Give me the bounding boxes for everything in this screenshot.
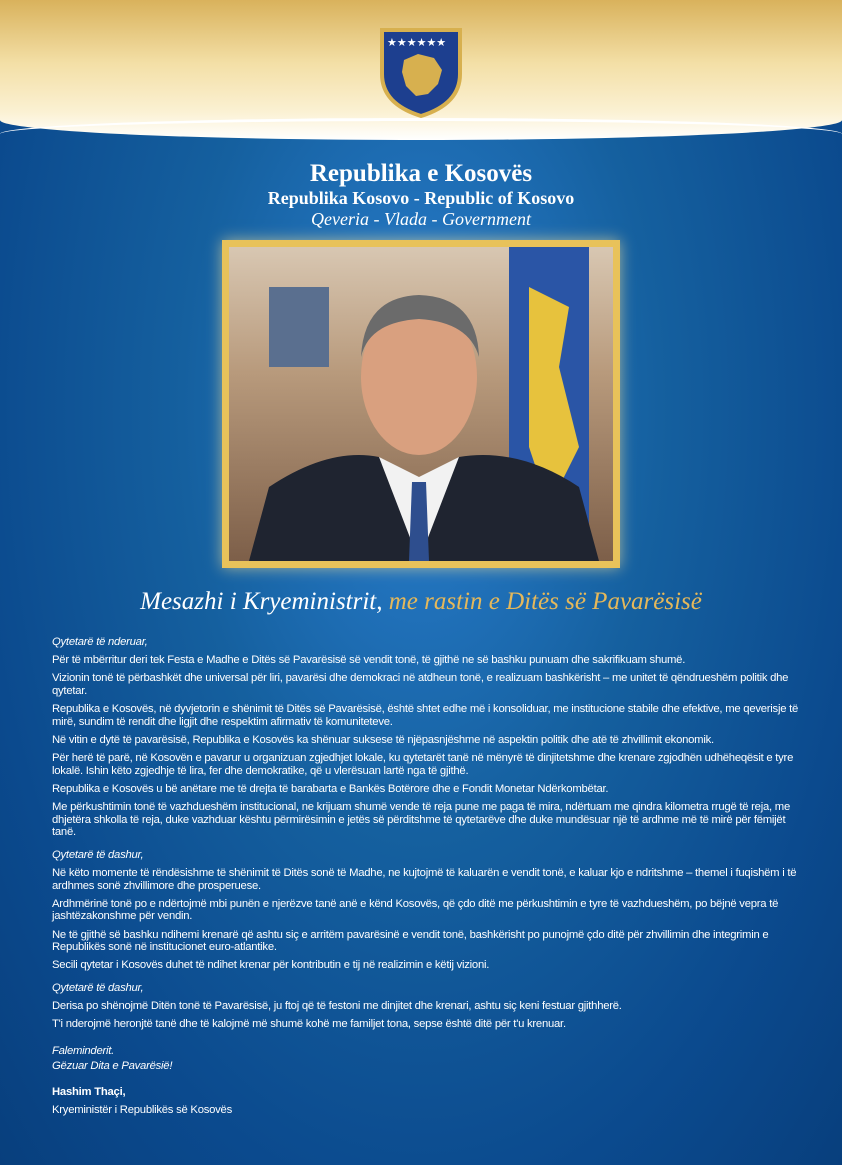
signature-name: Hashim Thaçi, (52, 1086, 126, 1099)
svg-text:★★★★★★: ★★★★★★ (387, 36, 447, 49)
paragraph: Derisa po shënojmë Ditën tonë të Pavarësisë, ju ftoj që të festoni me dinjitet dhe krenari, ashtu siç keni festuar gjithherë. (52, 1000, 622, 1013)
message-heading (0, 588, 842, 616)
paragraph: Republika e Kosovës, në dyvjetorin e shënimit të Ditës së Pavarësisë, është shtet edhe më i konsoliduar, me institucione stabile dhe efektive, me qeverisje të mirë, sundim të rendit dhe ligjit dhe respektim afirmativ të komuniteteve. (52, 703, 799, 728)
paragraph: Për të mbërritur deri tek Festa e Madhe e Ditës së Pavarësisë së vendit tonë, të gjithë ne së bashku punuam dhe sakrifikuam shumë. (52, 654, 686, 667)
signature-title: Kryeministër i Republikës së Kosovës (52, 1104, 232, 1117)
subtitle: Republika Kosovo - Republic of Kosovo (267, 188, 575, 208)
paragraph: Me përkushtimin tonë të vazhdueshëm institucional, ne krijuam shumë vende të reja pune me paga të mira, ndërtuam me qindra kilometra rrugë të reja, me dhjetëra shkolla të reja, duke vazhduar kështu përmirësimin e jetës së përditshme të qytetarëve dhe duke mundësuar një të ardhme më të mirë për fëmijët tanë. (52, 801, 790, 839)
paragraph: Për herë të parë, në Kosovën e pavarur u organizuan zgjedhjet lokale, ku qytetarët tanë në mënyrë të dinjitetshme dhe krenare zgjodhën udhëheqësit e tyre lokalë. Ishin këto zgjedhje të lira, fer dhe demokratike, që u vlerësuan lartë nga të gjithë. (52, 752, 794, 777)
paragraph: Republika e Kosovës u bë anëtare me të drejta të barabarta e Bankës Botërore dhe e Fondit Monetar Ndërkombëtar. (52, 782, 609, 795)
header-curve (0, 118, 842, 148)
paragraph: Ardhmërinë tonë po e ndërtojmë mbi punën e njerëzve tanë anë e kënd Kosovës, që çdo ditë me përkushtimin e tyre të vazhdueshëm, po bëjnë vepra të jashtëzakonshme për vendin. (52, 897, 779, 923)
heading-part2: me rastin e Ditës së Pavarësisë (388, 588, 702, 615)
coat-of-arms-icon (378, 26, 464, 118)
greeting: Qytetarë të dashur, (52, 982, 144, 994)
title: Republika e Kosovës (309, 160, 533, 187)
greeting: Qytetarë të nderuar, (52, 636, 148, 648)
paragraph: Ne të gjithë së bashku ndihemi krenarë që ashtu siç e arritëm pavarësinë e vendit tonë, bashkërisht po punojmë çdo ditë për zhvillimin dhe integrimin e Republikës sonë në institucionet euro-atlantike. (52, 928, 769, 954)
heading-part1: Mesazhi i Kryeministrit, (140, 588, 383, 615)
prime-minister-portrait (222, 240, 620, 568)
message-body (52, 636, 800, 1123)
paragraph: Vizionin tonë të përbashkët dhe universal për liri, pavarësi dhe demokraci në atdheun tonë, e realizuam bashkërisht – me unitet të qëndrueshëm politik dhe qytetar. (52, 672, 789, 697)
government-line: Qeveria - Vlada - Government (311, 209, 531, 229)
paragraph: Secili qytetar i Kosovës duhet të ndihet krenar për kontributin e tij në realizimin e këtij vizioni. (52, 959, 490, 972)
paragraph: T'i nderojmë heronjtë tanë dhe të kalojmë më shumë kohë me familjet tona, sepse është ditë për t'u krenuar. (52, 1018, 566, 1031)
closing-wish: Gëzuar Dita e Pavarësië! (52, 1059, 173, 1072)
closing-thanks: Faleminderit. (52, 1044, 115, 1057)
greeting: Qytetarë të dashur, (52, 848, 144, 861)
paragraph: Në këto momente të rëndësishme të shënimit të Ditës sonë të Madhe, ne kujtojmë të kaluarën e vendit tonë, e kaluar kjo e ndritshme – themel i fuqishëm i të ardhmes sonë zhvillimore dhe prosperuese. (52, 867, 797, 892)
paragraph: Në vitin e dytë të pavarësisë, Republika e Kosovës ka shënuar suksese të njëpasnjëshme në aspektin politik dhe atë të zhvillimit ekonomik. (52, 733, 714, 746)
title-block (0, 160, 842, 230)
